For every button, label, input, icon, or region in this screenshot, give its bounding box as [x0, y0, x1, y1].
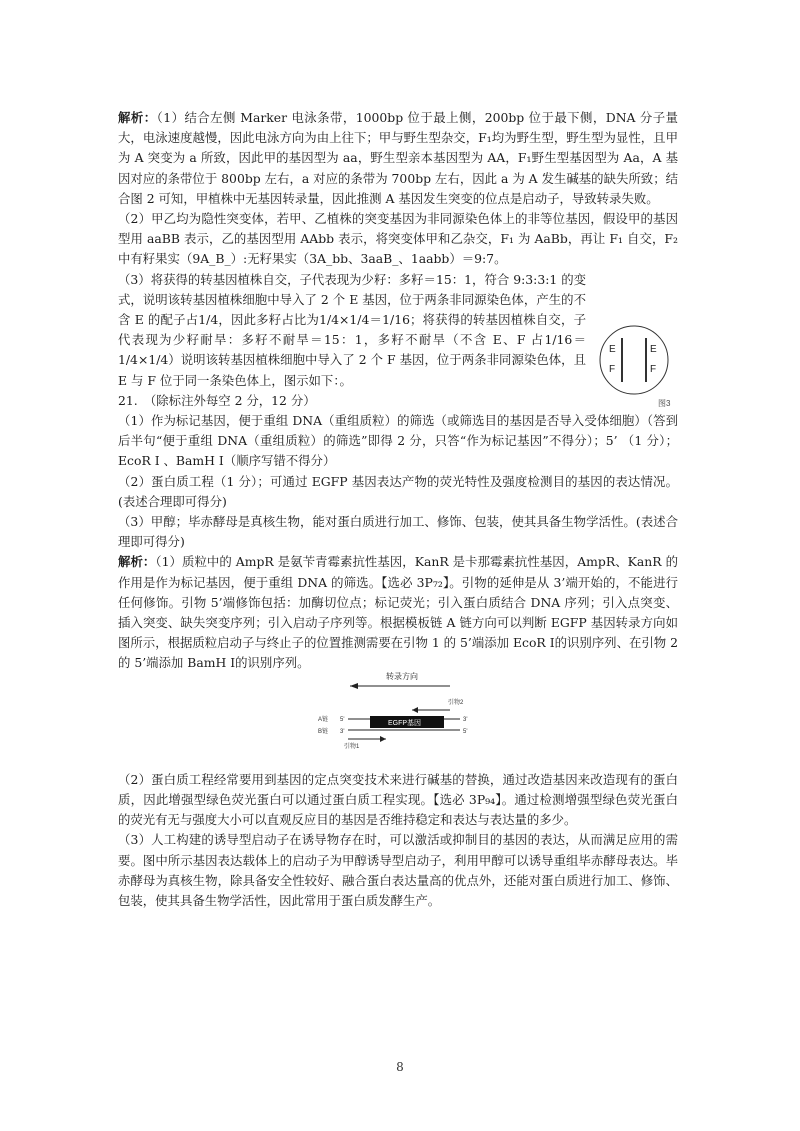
- egfp-gene-label: EGFP基因: [388, 720, 422, 727]
- paragraph-part-2: （2）甲乙均为隐性突变体，若甲、乙植株的突变基因为非同源染色体上的非等位基因，假设甲的基因型用 aaBB 表示，乙的基因型用 AAbb 表示，将突变体甲和乙杂交，F₁ 为 AaBb，再让 F₁ 自交，F₂ 中有籽果实（9A_B_）:无籽果实（3A_bb、3aaB_、1aabb）＝9:7。: [118, 211, 678, 267]
- figure-caption: 图3: [658, 399, 671, 408]
- paragraph-analysis-21-1: 解析：（1）质粒中的 AmpR 是氨苄青霉素抗性基因，KanR 是卡那霉素抗性基因，AmpR、KanR 的作用是作为标记基因，便于重组 DNA 的筛选。【选必 3P₇₂】。引物的延伸是从 3’端开始的，不能进行任何修饰。引物 5’端修饰包括：加酶切位点；标记荧光；引入蛋白质结合 DNA 序列；引入点突变、插入突变、缺失突变序列；引入启动子序列等。根据模板链 A 链方向可以判断 EGFP 基因转录方向如图所示，根据质粒启动子与终止子的位置推测需要在引物 1 的 5’端添加 EcoR Ⅰ的识别序列、在引物 2 的 5’端添加 BamH Ⅰ的识别序列。: [118, 554, 679, 671]
- svg-text:3': 3': [463, 717, 468, 723]
- question-21-heading: 21. （除标注外每空 2 分，12 分）: [118, 392, 316, 408]
- paragraph-part-3: （3）将获得的转基因植株自交，子代表现为少籽：多籽＝15：1，符合 9:3:3:1 的变式，说明该转基因植株细胞中导入了 2 个 E 基因，位于两条非同源染色体，产生的不含 E 的配子占1/4，因此多籽占比为1/4×1/4＝1/16；将获得的转基因植株自交，子代表现为少籽耐旱：多籽不耐旱＝15：1，多籽不耐旱（不含 E、F 占1/16＝1/4×1/4）说明该转基因植株细胞中导入了 2 个 F 基因，位于两条非同源染色体，且 E 与 F 位于同一条染色体上，图示如下：。: [118, 271, 586, 388]
- primer-1-arrow-icon: [380, 736, 386, 742]
- strand-b-label: B链: [318, 729, 329, 735]
- gene-label: F: [609, 364, 616, 375]
- egfp-primer-diagram: [300, 670, 500, 752]
- primer-2-label: 引物2: [448, 700, 464, 706]
- answer-text: [118, 108, 678, 911]
- arrow-head-icon: [350, 683, 358, 689]
- answer-21-2: （2）蛋白质工程（1 分）；可通过 EGFP 基因表达产物的荧光特性及强度检测目的基因的表达情况。(表述合理即可得分): [118, 473, 678, 509]
- svg-text:5': 5': [340, 717, 345, 723]
- svg-text:3': 3': [340, 729, 345, 735]
- transcription-direction-label: 转录方向: [386, 672, 418, 681]
- gene-label: F: [650, 364, 657, 375]
- gene-label: E: [650, 344, 657, 355]
- answer-21-1: （1）作为标记基因，便于重组 DNA（重组质粒）的筛选（或筛选目的基因是否导入受体细胞）（答到后半句“便于重组 DNA（重组质粒）的筛选”即得 2 分，只答“作为标记基因”不得分）；5’ （1 分）；EcoR Ⅰ 、BamH Ⅰ（顺序写错不得分）: [118, 413, 678, 469]
- primer-1-label: 引物1: [344, 744, 360, 750]
- svg-text:5': 5': [463, 729, 468, 735]
- strand-a-label: A链: [318, 717, 329, 723]
- paragraph-analysis-21-2: （2）蛋白质工程经常要用到基因的定点突变技术来进行碱基的替换，通过改造基因来改造现有的蛋白质，因此增强型绿色荧光蛋白可以通过蛋白质工程实现。【选必 3P₉₄】。通过检测增强型绿色荧光蛋白的荧光有无与强度大小可以直观反应目的基因是否维持稳定和表达与表达量的多少。: [118, 771, 678, 828]
- analysis-label: 解析：: [118, 110, 157, 125]
- primer-2-arrow-icon: [412, 707, 418, 713]
- page-number: 8: [396, 1060, 404, 1074]
- paragraph-analysis-21-3: （3）人工构建的诱导型启动子在诱导物存在时，可以激活或抑制目的基因的表达，从而满足应用的需要。图中所示基因表达载体上的启动子为甲醇诱导型启动子，利用甲醇可以诱导重组毕赤酵母表达。毕赤酵母为真核生物，除具备安全性较好、融合蛋白表达量高的优点外，还能对蛋白质进行加工、修饰、包装，使其具备生物学活性，因此常用于蛋白质发酵生产。: [118, 832, 678, 908]
- analysis-label: 解析：: [118, 554, 156, 570]
- figure-3-cell-diagram: [596, 322, 682, 408]
- gene-label: E: [609, 344, 616, 355]
- answer-21-3: （3）甲醇；毕赤酵母是真核生物，能对蛋白质进行加工、修饰、包装，使其具备生物学活性。(表述合理即可得分): [118, 514, 678, 550]
- paragraph-analysis-1: 解析：（1）结合左侧 Marker 电泳条带，1000bp 位于最上侧，200bp 位于最下侧，DNA 分子量大，电泳速度越慢，因此电泳方向为由上往下；甲与野生型杂交，F₁均为野生型，野生型为显性，且甲为 A 突变为 a 所致，因此甲的基因型为 aa，野生型亲本基因型为 AA，F₁野生型基因型为 Aa，A 基因对应的条带位于 800bp 左右，a 对应的条带为 700bp 左右，因此 a 为 A 发生碱基的缺失所致；结合图 2 可知，甲植株中无基因转录量，因此推测 A 基因发生突变的位点是启动子，导致转录失败。: [118, 110, 678, 206]
